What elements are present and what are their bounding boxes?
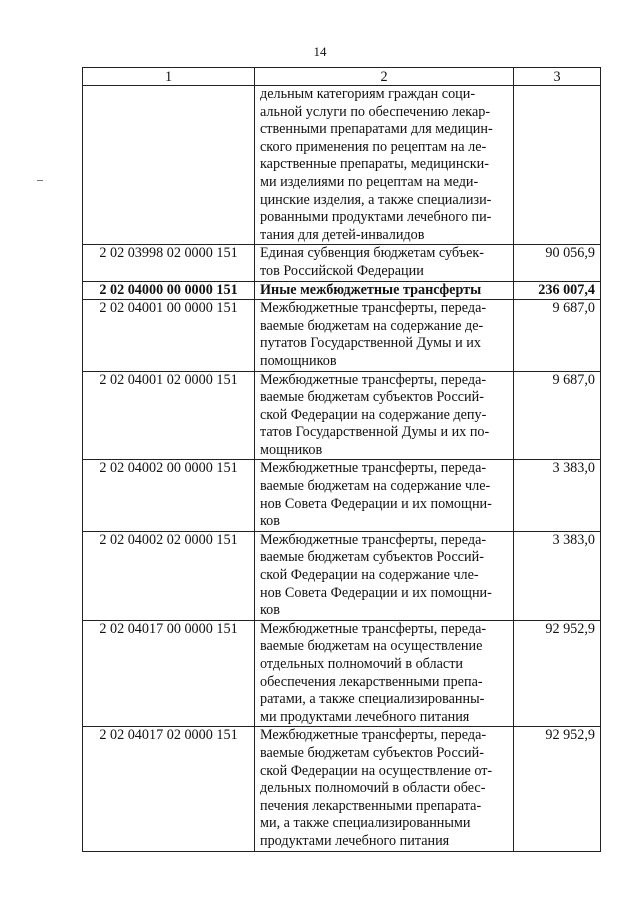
description-line: ми, а также специализированными <box>260 815 471 832</box>
description-line: дельных полномочий в области обес- <box>260 780 486 797</box>
description-line: рованными продуктами лечебного пи- <box>260 209 492 226</box>
description-line: ратами, а также специализированны- <box>260 691 485 708</box>
description-line: карственные препараты, медицински- <box>260 156 489 173</box>
margin-mark <box>37 180 43 181</box>
row-amount: 90 056,9 <box>514 245 601 281</box>
description-line: Межбюджетные трансферты, переда- <box>260 371 487 388</box>
description-line: Межбюджетные трансферты, переда- <box>260 620 487 637</box>
row-code: 2 02 04001 00 0000 151 <box>83 300 255 371</box>
row-description <box>255 281 514 300</box>
budget-table <box>82 67 601 852</box>
table-row <box>83 281 601 300</box>
table-row <box>83 300 601 371</box>
description-line: отдельных полномочий в области <box>260 656 463 672</box>
description-line: тания для детей-инвалидов <box>260 226 425 243</box>
description-line: Межбюджетные трансферты, переда- <box>260 727 487 744</box>
description-line: Единая субвенция бюджетам субъек- <box>260 245 484 262</box>
description-line: ского применения по рецептам на ле- <box>260 138 487 155</box>
description-line: ваемые бюджетам на осуществление <box>260 638 483 655</box>
description-line: Иные межбюджетные трансферты <box>260 281 482 298</box>
description-line: тов Российской Федерации <box>260 262 424 279</box>
row-description <box>255 86 514 245</box>
description-line: печения лекарственными препарата- <box>260 797 482 814</box>
table-row <box>83 531 601 620</box>
row-code: 2 02 04000 00 0000 151 <box>83 281 255 300</box>
description-line: ков <box>260 602 280 619</box>
column-header-2: 2 <box>255 68 514 86</box>
row-amount: 3 383,0 <box>514 460 601 531</box>
description-line: Межбюджетные трансферты, переда- <box>260 460 487 477</box>
description-line: путатов Государственной Думы и их <box>260 335 481 352</box>
table-body <box>83 86 601 852</box>
row-code: 2 02 03998 02 0000 151 <box>83 245 255 281</box>
description-line: татов Государственной Думы и их по- <box>260 424 490 441</box>
row-amount <box>514 86 601 245</box>
description-line: ков <box>260 513 280 530</box>
row-amount: 92 952,9 <box>514 727 601 851</box>
description-line: ваемые бюджетам субъектов Россий- <box>260 744 484 761</box>
description-line: ми продуктами лечебного питания <box>260 708 470 725</box>
description-line: ваемые бюджетам субъектов Россий- <box>260 549 484 566</box>
row-amount: 9 687,0 <box>514 300 601 371</box>
row-description <box>255 371 514 460</box>
table-row <box>83 371 601 460</box>
description-line: ской Федерации на содержание депу- <box>260 406 487 423</box>
table-row <box>83 245 601 281</box>
description-line: обеспечения лекарственными препа- <box>260 673 483 690</box>
description-line: ваемые бюджетам на содержание чле- <box>260 478 491 495</box>
description-line: ваемые бюджетам субъектов Россий- <box>260 389 484 406</box>
description-line: нов Совета Федерации и их помощни- <box>260 495 492 512</box>
row-amount: 236 007,4 <box>514 281 601 300</box>
row-amount: 92 952,9 <box>514 620 601 727</box>
description-line: дельным категориям граждан соци- <box>260 86 476 102</box>
table-row <box>83 86 601 245</box>
description-line: ваемые бюджетам на содержание де- <box>260 317 484 334</box>
table-header-row <box>83 68 601 86</box>
table-row <box>83 460 601 531</box>
column-header-1: 1 <box>83 68 255 86</box>
row-code: 2 02 04001 02 0000 151 <box>83 371 255 460</box>
description-line: нов Совета Федерации и их помощни- <box>260 584 492 601</box>
row-code <box>83 86 255 245</box>
row-code: 2 02 04017 02 0000 151 <box>83 727 255 851</box>
row-amount: 3 383,0 <box>514 531 601 620</box>
row-description <box>255 460 514 531</box>
description-line: альной услуги по обеспечению лекар- <box>260 103 491 120</box>
row-description <box>255 727 514 851</box>
description-line: ской Федерации на осуществление от- <box>260 762 493 779</box>
description-line: мощников <box>260 441 323 458</box>
row-description <box>255 531 514 620</box>
description-line: ми изделиями по рецептам на меди- <box>260 173 479 190</box>
description-line: Межбюджетные трансферты, переда- <box>260 531 487 548</box>
description-line: цинские изделия, а также специализи- <box>260 191 492 208</box>
row-amount: 9 687,0 <box>514 371 601 460</box>
description-line: продуктами лечебного питания <box>260 832 450 849</box>
row-code: 2 02 04017 00 0000 151 <box>83 620 255 727</box>
table-row <box>83 620 601 727</box>
column-header-3: 3 <box>514 68 601 86</box>
row-code: 2 02 04002 00 0000 151 <box>83 460 255 531</box>
row-description <box>255 245 514 281</box>
row-code: 2 02 04002 02 0000 151 <box>83 531 255 620</box>
table-row <box>83 727 601 851</box>
description-line: ской Федерации на содержание чле- <box>260 567 479 584</box>
row-description <box>255 300 514 371</box>
description-line: помощников <box>260 352 337 369</box>
page-number: 14 <box>313 44 327 59</box>
description-line: Межбюджетные трансферты, переда- <box>260 300 487 317</box>
row-description <box>255 620 514 727</box>
description-line: ственными препаратами для медицин- <box>260 121 493 138</box>
